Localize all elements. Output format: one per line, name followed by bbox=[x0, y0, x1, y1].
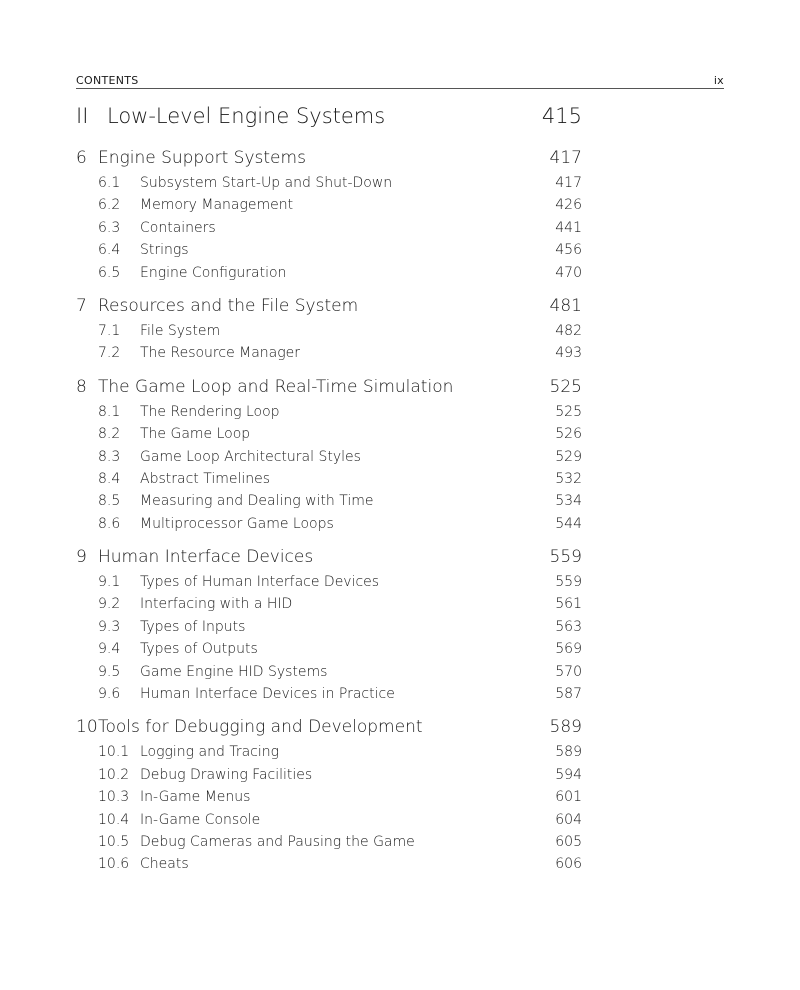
section-title: Interfacing with a HID bbox=[140, 596, 293, 613]
chapter-9 bbox=[76, 545, 582, 705]
section-list bbox=[76, 320, 582, 365]
chapter-number: 7 bbox=[76, 295, 87, 316]
section-page: 563 bbox=[555, 618, 582, 635]
section-number: 10.5 bbox=[98, 833, 130, 850]
section-title: Types of Inputs bbox=[140, 618, 246, 635]
section-page: 559 bbox=[555, 574, 582, 591]
chapter-number: 9 bbox=[76, 547, 87, 568]
section-entry bbox=[76, 172, 582, 194]
section-number: 8.1 bbox=[98, 403, 121, 420]
section-page: 493 bbox=[555, 345, 582, 362]
chapter-10 bbox=[76, 715, 582, 875]
section-number: 9.5 bbox=[98, 663, 121, 680]
section-page: 605 bbox=[555, 833, 582, 850]
part-page: 415 bbox=[541, 104, 582, 128]
section-page: 601 bbox=[555, 789, 582, 806]
section-number: 10.6 bbox=[98, 856, 130, 873]
section-number: 8.5 bbox=[98, 493, 121, 510]
running-header bbox=[76, 72, 724, 89]
section-title: Subsystem Start-Up and Shut-Down bbox=[140, 175, 393, 191]
section-page: 561 bbox=[555, 596, 582, 613]
section-number: 7.1 bbox=[98, 322, 121, 339]
section-number: 10.2 bbox=[98, 766, 130, 783]
chapter-page: 525 bbox=[549, 376, 582, 397]
section-page: 529 bbox=[555, 448, 582, 465]
section-page: 589 bbox=[555, 744, 582, 761]
section-entry bbox=[76, 638, 582, 660]
section-title: Abstract Timelines bbox=[140, 470, 271, 487]
section-title: Debug Cameras and Pausing the Game bbox=[140, 833, 415, 850]
section-list bbox=[76, 571, 582, 705]
section-title: The Game Loop bbox=[140, 426, 251, 443]
section-entry bbox=[76, 683, 582, 705]
section-entry bbox=[76, 490, 582, 512]
part-heading bbox=[76, 100, 582, 136]
section-entry bbox=[76, 616, 582, 638]
section-entry bbox=[76, 831, 582, 853]
section-page: 456 bbox=[555, 242, 582, 259]
section-entry bbox=[76, 446, 582, 468]
section-page: 470 bbox=[555, 264, 582, 281]
section-page: 570 bbox=[555, 663, 582, 680]
section-title: Types of Outputs bbox=[140, 641, 258, 658]
section-list bbox=[76, 741, 582, 875]
section-page: 606 bbox=[555, 856, 582, 873]
chapter-number: 10 bbox=[76, 717, 98, 738]
section-page: 532 bbox=[555, 470, 582, 487]
section-page: 534 bbox=[555, 493, 582, 510]
section-entry bbox=[76, 853, 582, 875]
table-of-contents bbox=[76, 100, 582, 876]
section-entry bbox=[76, 239, 582, 261]
section-number: 8.3 bbox=[98, 448, 121, 465]
section-page: 604 bbox=[555, 811, 582, 828]
section-title: Types of Human Interface Devices bbox=[140, 574, 380, 591]
header-title: CONTENTS bbox=[76, 74, 139, 87]
section-number: 9.3 bbox=[98, 618, 121, 635]
section-entry bbox=[76, 194, 582, 216]
section-entry bbox=[76, 661, 582, 683]
section-title: The Resource Manager bbox=[140, 345, 301, 362]
section-entry bbox=[76, 513, 582, 535]
section-title: The Rendering Loop bbox=[140, 403, 280, 420]
section-number: 9.6 bbox=[98, 686, 121, 703]
section-list bbox=[76, 172, 582, 284]
section-entry bbox=[76, 786, 582, 808]
chapter-number: 8 bbox=[76, 376, 87, 397]
chapter-heading bbox=[76, 146, 582, 172]
chapter-heading bbox=[76, 294, 582, 320]
chapter-page: 481 bbox=[549, 295, 582, 316]
section-entry bbox=[76, 809, 582, 831]
chapter-page: 589 bbox=[549, 717, 582, 738]
section-title: Logging and Tracing bbox=[140, 744, 280, 761]
section-number: 9.4 bbox=[98, 641, 121, 658]
chapter-title: Resources and the File System bbox=[98, 295, 359, 316]
section-title: Game Engine HID Systems bbox=[140, 663, 328, 680]
chapter-heading bbox=[76, 545, 582, 571]
page-number: ix bbox=[713, 74, 724, 87]
chapter-page: 417 bbox=[549, 148, 582, 168]
section-page: 525 bbox=[555, 403, 582, 420]
section-number: 6.3 bbox=[98, 219, 121, 236]
section-title: Memory Management bbox=[140, 197, 294, 214]
section-number: 10.1 bbox=[98, 744, 130, 761]
section-page: 482 bbox=[555, 322, 582, 339]
part-number: II bbox=[76, 104, 89, 128]
section-entry bbox=[76, 468, 582, 490]
section-entry bbox=[76, 342, 582, 364]
section-number: 9.1 bbox=[98, 574, 121, 591]
chapter-title: Engine Support Systems bbox=[98, 148, 306, 168]
section-number: 7.2 bbox=[98, 345, 121, 362]
section-page: 544 bbox=[555, 515, 582, 532]
section-title: Cheats bbox=[140, 856, 189, 873]
section-entry bbox=[76, 423, 582, 445]
section-title: Strings bbox=[140, 242, 189, 259]
section-entry bbox=[76, 741, 582, 763]
section-page: 569 bbox=[555, 641, 582, 658]
section-title: Game Loop Architectural Styles bbox=[140, 448, 361, 465]
section-page: 441 bbox=[555, 219, 582, 236]
section-number: 6.1 bbox=[98, 175, 121, 191]
section-title: In-Game Menus bbox=[140, 789, 251, 806]
chapter-page: 559 bbox=[549, 547, 582, 568]
chapter-6 bbox=[76, 146, 582, 284]
section-page: 417 bbox=[555, 175, 582, 191]
section-number: 8.6 bbox=[98, 515, 121, 532]
section-title: Measuring and Dealing with Time bbox=[140, 493, 374, 510]
chapter-7 bbox=[76, 294, 582, 365]
section-entry bbox=[76, 593, 582, 615]
chapter-number: 6 bbox=[76, 148, 87, 168]
section-title: File System bbox=[140, 322, 221, 339]
section-title: In-Game Console bbox=[140, 811, 261, 828]
section-number: 10.4 bbox=[98, 811, 130, 828]
section-title: Engine Configuration bbox=[140, 264, 287, 281]
section-page: 526 bbox=[555, 426, 582, 443]
section-number: 8.2 bbox=[98, 426, 121, 443]
section-number: 8.4 bbox=[98, 470, 121, 487]
part-title: Low-Level Engine Systems bbox=[107, 104, 386, 128]
section-entry bbox=[76, 320, 582, 342]
section-title: Debug Drawing Facilities bbox=[140, 766, 313, 783]
chapter-heading bbox=[76, 375, 582, 401]
chapter-8 bbox=[76, 375, 582, 535]
section-entry bbox=[76, 764, 582, 786]
section-number: 10.3 bbox=[98, 789, 130, 806]
section-number: 6.2 bbox=[98, 197, 121, 214]
section-entry bbox=[76, 401, 582, 423]
section-number: 6.5 bbox=[98, 264, 121, 281]
section-number: 9.2 bbox=[98, 596, 121, 613]
section-page: 587 bbox=[555, 686, 582, 703]
section-page: 426 bbox=[555, 197, 582, 214]
chapter-title: The Game Loop and Real-Time Simulation bbox=[98, 376, 454, 397]
section-entry bbox=[76, 262, 582, 284]
chapter-title: Tools for Debugging and Development bbox=[98, 717, 423, 738]
section-title: Containers bbox=[140, 219, 216, 236]
chapter-title: Human Interface Devices bbox=[98, 547, 314, 568]
section-entry bbox=[76, 571, 582, 593]
chapter-heading bbox=[76, 715, 582, 741]
section-entry bbox=[76, 217, 582, 239]
section-list bbox=[76, 401, 582, 535]
section-title: Multiprocessor Game Loops bbox=[140, 515, 334, 532]
section-page: 594 bbox=[555, 766, 582, 783]
section-title: Human Interface Devices in Practice bbox=[140, 686, 395, 703]
section-number: 6.4 bbox=[98, 242, 121, 259]
